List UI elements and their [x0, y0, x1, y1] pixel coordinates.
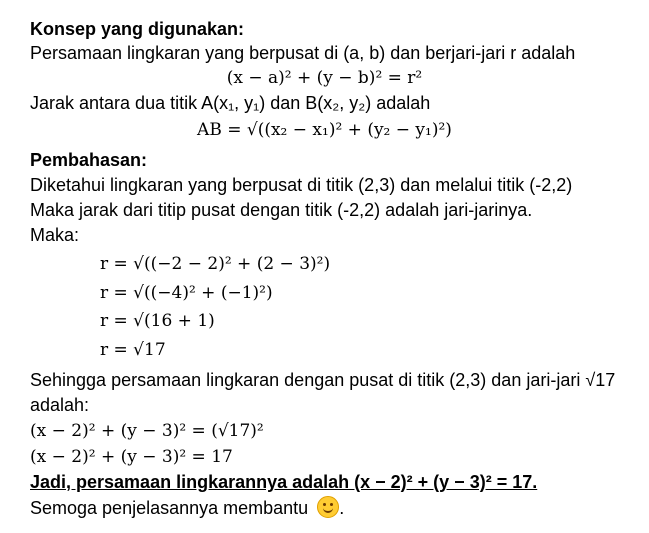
result-equation-2: (x − 2)² + (y − 3)² = 17 [30, 447, 233, 467]
heading-pembahasan: Pembahasan: [30, 150, 148, 170]
closing-text: Semoga penjelasannya membantu [30, 498, 309, 518]
smiling-face-icon [317, 496, 339, 518]
given-statement: Diketahui lingkaran yang berpusat di titik (2,3) dan melalui titik (-2,2) [30, 175, 573, 195]
conclusion: Jadi, persamaan lingkarannya adalah (x − 2)² + (y − 3)² = 17. [30, 472, 538, 492]
result-intro-cont: adalah: [30, 395, 90, 415]
heading-konsep: Konsep yang digunakan: [30, 19, 245, 39]
circle-equation-formula: (x − a)² + (y − b)² = r² [226, 68, 423, 88]
distance-formula: AB = √((x₂ − x₁)² + (y₂ − y₁)²) [197, 120, 452, 140]
distance-intro: Jarak antara dua titik A(x₁, y₁) dan B(x₂, y₂) adalah [30, 93, 431, 113]
closing-period: . [339, 498, 345, 518]
radius-statement: Maka jarak dari titip pusat dengan titik (-2,2) adalah jari-jarinya. [30, 200, 533, 220]
radius-step-3: r = √(16 + 1) [100, 311, 215, 331]
maka-label: Maka: [30, 225, 80, 245]
circle-equation-intro: Persamaan lingkaran yang berpusat di (a, b) dan berjari-jari r adalah [30, 43, 576, 63]
radius-step-4: r = √17 [100, 340, 166, 360]
radius-step-2: r = √((−4)² + (−1)²) [100, 283, 273, 303]
result-equation-1: (x − 2)² + (y − 3)² = (√17)² [30, 421, 264, 441]
radius-step-1: r = √((−2 − 2)² + (2 − 3)²) [100, 254, 331, 274]
result-intro: Sehingga persamaan lingkaran dengan pusat di titik (2,3) dan jari-jari √17 [30, 370, 616, 390]
closing-line [30, 496, 344, 520]
